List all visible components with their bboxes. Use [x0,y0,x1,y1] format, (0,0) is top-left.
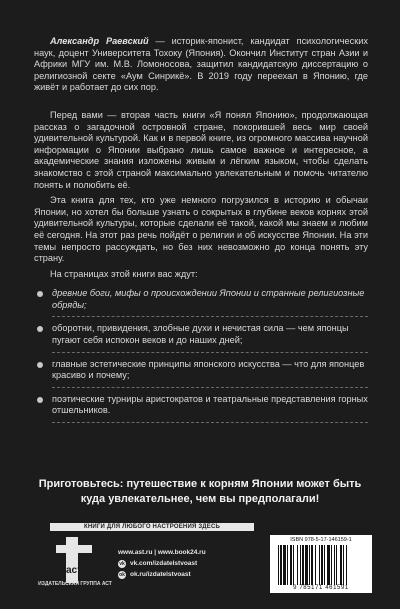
publisher-links [118,547,268,580]
intro-paragraph: Перед вами — вторая часть книги «Я понял Японию», продолжающая рассказ о загадочной островной стране, покорившей весь мир своей удивительной культурой. Как и в первой книге, из огромного массива научной информации о Японии выбрано лишь самое важное и интересное, а академические знания изложены живым и лёгким языком, чтобы сделать знакомство с этой страной максимально увлекательным и помочь читателю понять и полюбить её. [34,109,368,190]
barcode-icon [276,545,366,585]
list-intro: На страницах этой книги вас ждут: [50,268,198,279]
list-item-text: главные эстетические принципы японского искусства — что для японцев красиво и почему; [52,359,368,388]
list-item-text: древние боги, мифы о происхождении Японии и странные религиозные обряды; [52,288,368,317]
bullet-icon [37,291,43,297]
list-item [34,394,368,423]
ok-row[interactable] [118,569,268,580]
bullet-icon [37,397,43,403]
list-item [34,323,368,352]
bullet-icon [37,326,43,332]
banner-text: КНИГИ ДЛЯ ЛЮБОГО НАСТРОЕНИЯ ЗДЕСЬ [83,524,221,530]
list-item-text: оборотни, привидения, злобные духи и нечистая сила — чем японцы пугают себя испокон веков и до наших дней; [52,323,368,352]
website-row[interactable] [118,547,268,558]
author-paragraph [34,36,368,94]
author-bio: — историк-японист, кандидат психологических наук, доцент Университета Тохоку (Япония). Окончил Институт стран Азии и Африки МГУ им. М.В. Ломоносова, защитил кандидатскую диссертацию о религиозной секте «Аум Синрикё». В 2019 году переехал в Японию, где живёт и работает до сих пор. [34,36,368,93]
promo-banner [50,523,254,531]
ok-link[interactable]: ok.ru/izdatelstvoast [130,571,191,578]
vk-icon: vk [119,560,125,567]
vk-link[interactable]: vk.com/izdatelstvoast [130,560,198,567]
author-name: Александр Раевский [50,36,149,46]
list-item [34,288,368,317]
logo-text: аст [65,565,83,576]
ok-icon: ok [119,571,125,578]
callout-text: Приготовьтесь: путешествие к корням Японии может быть куда увлекательнее, чем вы предполагали! [38,478,362,505]
publisher-caption: ИЗДАТЕЛЬСКАЯ ГРУППА АСТ [38,581,112,587]
isbn-barcode-box [270,535,372,593]
website-link[interactable]: www.ast.ru | www.book24.ru [118,549,206,556]
list-item [34,359,368,388]
isbn-label: ISBN 978-5-17-146159-1 [290,537,352,543]
annotation-text [34,36,368,429]
topics-list [34,288,368,423]
publisher-logo-icon [52,537,96,587]
list-item-text: поэтические турниры аристократов и театральные представления горных отшельников. [52,394,368,423]
barcode-digits: 9 785171 461591 [293,585,349,591]
audience-paragraph: Эта книга для тех, кто уже немного погрузился в историю и обычаи Японии, но хотел бы больше узнать о сокрытых в глубине веков корнях этой удивительной культуры, которые сделали её такой, какой мы знаем и любим её сегодня. На этот раз речь пойдёт о религии и об искусстве Японии. На эти темы непросто рассуждать, но без них невозможно до конца понять эту страну. [34,195,368,264]
vk-row[interactable] [118,558,268,569]
bullet-icon [37,362,43,368]
